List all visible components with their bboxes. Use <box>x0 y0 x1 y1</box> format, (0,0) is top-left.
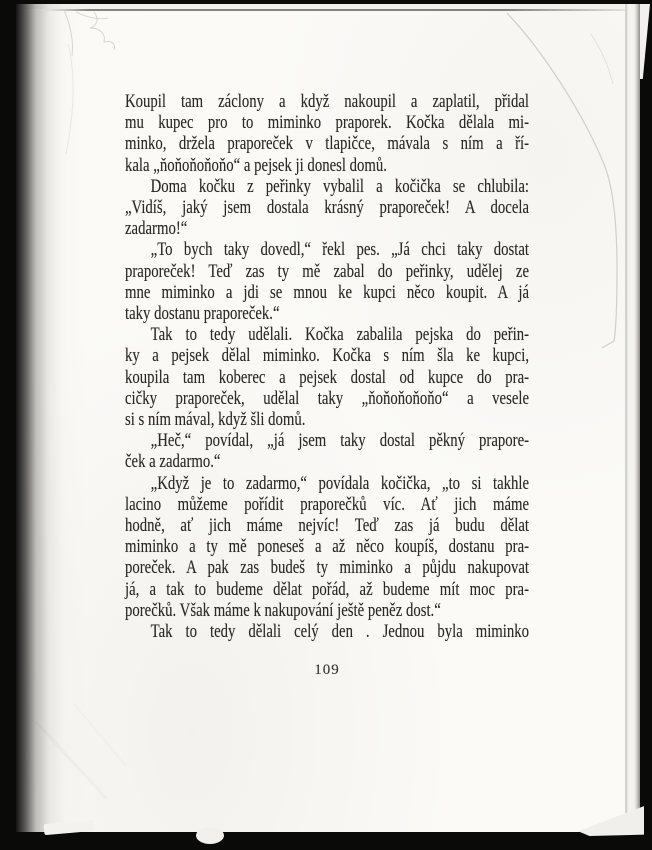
text-line: „Vidíš, jaký jsem dostala krásný praporeček! A docela <box>125 197 530 219</box>
spine-shadow <box>16 4 86 832</box>
wrinkle-line <box>36 722 106 798</box>
text-line: praporeček! Teď zas ty mě zabal do peřinky, udělej ze <box>125 260 530 282</box>
wrinkle-line <box>76 12 108 19</box>
text-line: hodně, ať jich máme nejvíc! Teď zas já budu dělat <box>125 515 530 537</box>
text-line: mu kupec pro to miminko praporek. Kočka dělala mi- <box>125 112 530 134</box>
text-line: cičky praporeček, udělal taky „ňoňoňoňoňo“ a vesele <box>125 387 530 409</box>
book-page <box>16 4 640 832</box>
paragraph <box>125 239 529 324</box>
page-number: 109 <box>314 662 340 678</box>
text-line: ky a pejsek dělal miminko. Kočka s ním šla ke kupci, <box>125 345 530 367</box>
paragraph <box>125 91 529 176</box>
text-line: koupila tam koberec a pejsek dostal od kupce do pra- <box>125 366 530 388</box>
paragraph <box>125 176 529 240</box>
wrinkle-line <box>74 704 126 766</box>
paragraph <box>125 621 529 642</box>
text-line: minko, držela praporeček v tlapičce, mávala s ním a ří- <box>125 133 530 155</box>
text-line: lacino můžeme pořídit praporečků víc. Ať jich máme <box>125 493 530 515</box>
cover-edge-line <box>44 9 632 11</box>
text-line: zadarmo!“ <box>125 218 188 240</box>
text-line: Doma kočku z peřinky vybalil a kočička se chlubila: <box>150 175 530 197</box>
page-edge-fragment <box>196 827 224 844</box>
wrinkle-line <box>64 10 73 56</box>
paragraph <box>125 324 529 430</box>
text-line: Tak to tedy udělali. Kočka zabalila pejska do peřin- <box>150 324 530 346</box>
text-block <box>125 91 529 642</box>
text-line: „Když je to zadarmo,“ povídala kočička, „to si takhle <box>150 472 530 494</box>
wrinkle-line <box>90 12 115 50</box>
text-line: „To bych taky dovedl,“ řekl pes. „Já chci taky dostat <box>150 239 530 261</box>
paragraph <box>125 430 529 472</box>
text-line: ček a zadarmo.“ <box>125 451 221 473</box>
text-line: „Heč,“ povídal, „já jsem taky dostal pěkný prapore- <box>150 430 530 452</box>
text-line: poreček. A pak zas budeš ty miminko a půjdu nakupovat <box>125 557 530 579</box>
crease-line <box>591 34 613 84</box>
text-line: taky dostanu praporeček.“ <box>125 303 280 325</box>
text-line: porečků. Však máme k nakupování ještě peněz dost.“ <box>125 599 441 621</box>
text-line: kala „ňoňoňoňoňo“ a pejsek ji donesl domů. <box>125 154 387 176</box>
wrinkle-line <box>66 44 73 154</box>
text-line: já, a tak to budeme dělat pořád, až budeme mít moc pra- <box>125 578 530 600</box>
text-line: Tak to tedy dělali celý den . Jednou byla miminko <box>150 621 530 643</box>
text-line: si s ním mával, když šli domů. <box>125 409 306 431</box>
paragraph <box>125 473 529 621</box>
text-line: Koupil tam záclony a když nakoupil a zaplatil, přidal <box>125 91 530 112</box>
text-line: mne miminko a jdi se mnou ke kupci něco koupit. A já <box>125 281 530 303</box>
page-edge-fragment <box>640 4 650 79</box>
page-stack-edge <box>625 4 640 832</box>
text-line: miminko a ty mě poneseš a až něco koupíš, dostanu pra- <box>125 536 530 558</box>
